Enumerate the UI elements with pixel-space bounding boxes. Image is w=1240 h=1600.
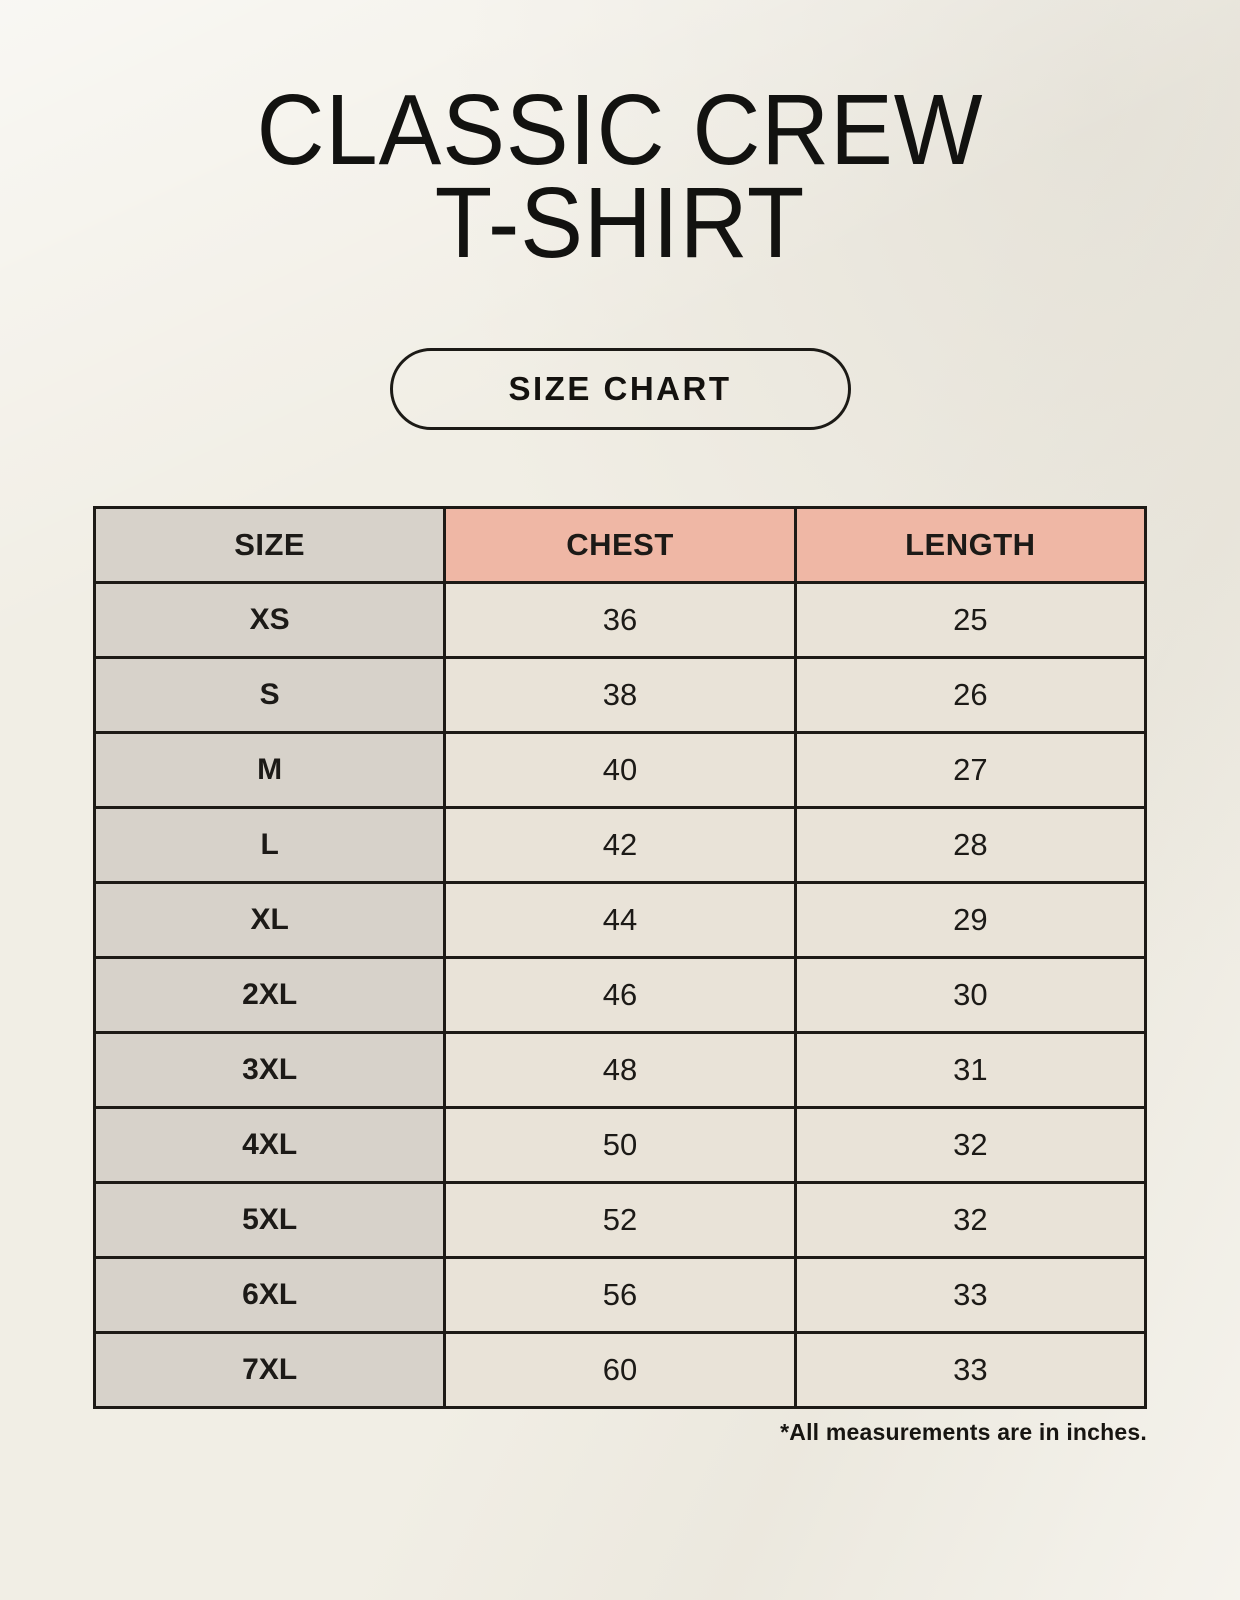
size-cell: XL [95,883,445,958]
length-cell: 32 [795,1108,1145,1183]
size-cell: 6XL [95,1258,445,1333]
size-cell: S [95,658,445,733]
chest-cell: 52 [445,1183,795,1258]
chest-cell: 56 [445,1258,795,1333]
chest-cell: 50 [445,1108,795,1183]
length-cell: 31 [795,1033,1145,1108]
page-title [37,0,1203,279]
length-cell: 27 [795,733,1145,808]
size-chart-table [93,506,1147,1409]
length-cell: 28 [795,808,1145,883]
size-cell: 4XL [95,1108,445,1183]
table-row [95,883,1146,958]
column-header-chest: CHEST [445,508,795,583]
length-cell: 26 [795,658,1145,733]
length-cell: 32 [795,1183,1145,1258]
length-cell: 29 [795,883,1145,958]
chest-cell: 60 [445,1333,795,1408]
table-header-row [95,508,1146,583]
table-row [95,733,1146,808]
table-row [95,1108,1146,1183]
column-header-size: SIZE [95,508,445,583]
table-row [95,1333,1146,1408]
page-title-line1: CLASSIC CREW [256,74,984,186]
size-cell: 7XL [95,1333,445,1408]
size-cell: 5XL [95,1183,445,1258]
chest-cell: 46 [445,958,795,1033]
length-cell: 33 [795,1333,1145,1408]
length-cell: 30 [795,958,1145,1033]
size-cell: L [95,808,445,883]
table-row [95,658,1146,733]
size-cell: 3XL [95,1033,445,1108]
measurements-footnote: *All measurements are in inches. [780,1419,1147,1445]
size-cell: 2XL [95,958,445,1033]
table-row [95,808,1146,883]
table-row [95,958,1146,1033]
chest-cell: 38 [445,658,795,733]
table-row [95,1033,1146,1108]
column-header-length: LENGTH [795,508,1145,583]
size-chart-button[interactable]: SIZE CHART [390,348,851,430]
size-cell: XS [95,583,445,658]
length-cell: 25 [795,583,1145,658]
chest-cell: 48 [445,1033,795,1108]
chest-cell: 40 [445,733,795,808]
table-row [95,583,1146,658]
page-title-line2: T-SHIRT [434,167,806,279]
chest-cell: 42 [445,808,795,883]
chest-cell: 36 [445,583,795,658]
chest-cell: 44 [445,883,795,958]
table-row [95,1183,1146,1258]
size-cell: M [95,733,445,808]
length-cell: 33 [795,1258,1145,1333]
table-row [95,1258,1146,1333]
